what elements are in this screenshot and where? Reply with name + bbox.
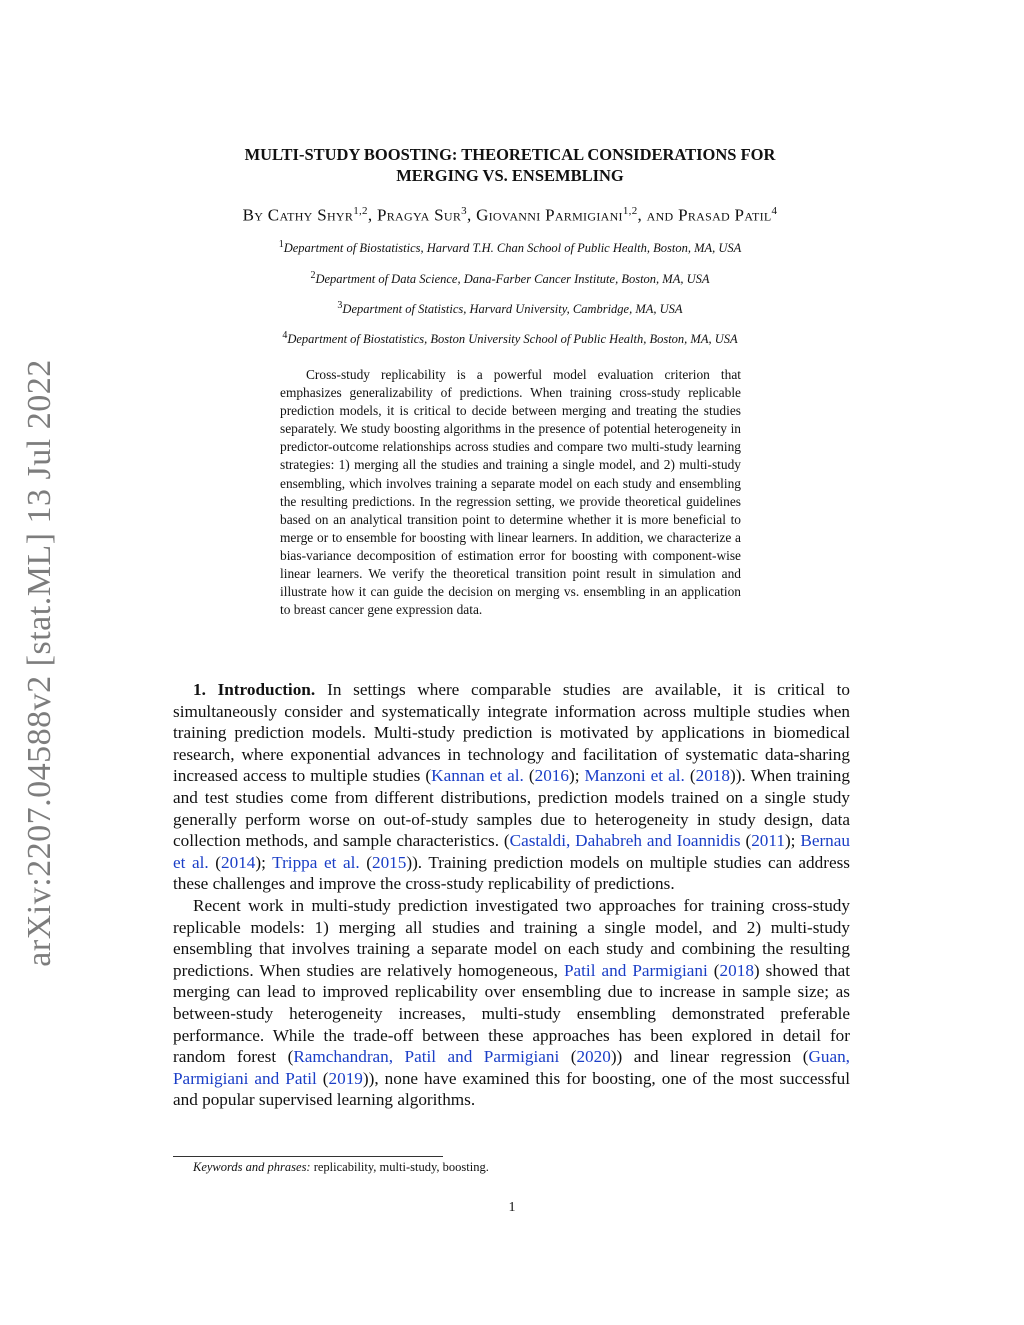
body-text: ( (316, 1068, 329, 1088)
citation-link[interactable]: Guan, Parmigiani and Patil (173, 1047, 850, 1088)
affiliation-sup: 3 (337, 300, 343, 311)
citation-year-link[interactable]: 2011 (751, 831, 785, 851)
body-text: ); (568, 766, 585, 786)
body-text: ( (523, 766, 535, 786)
affiliation (200, 270, 820, 287)
author-name: Pragya Sur (376, 205, 462, 225)
author-affil-sup: 1,2 (622, 205, 638, 217)
author-affil-sup: 1,2 (353, 205, 368, 217)
affiliation-sup: 1 (278, 239, 284, 250)
affiliation-text: Department of Biostatistics, Boston University School of Public Health, Boston, MA, USA (287, 332, 738, 347)
title-line-1: MULTI-STUDY BOOSTING: THEORETICAL CONSIDERATIONS FOR (244, 145, 776, 164)
footnote-divider (173, 1156, 443, 1157)
body-text: In settings where comparable studies are available, it is critical to simultaneously consider and systematically integrate information across multiple studies when training prediction models. Multi-study prediction is motivated by applications in biomedical research, where exponential advances in technology and facilitation of systematic data-sharing increased access to multiple studies ( (173, 680, 850, 786)
body-text: ( (208, 852, 222, 872)
introduction-section (173, 679, 850, 1111)
citation-year-link[interactable]: 2019 (328, 1068, 363, 1088)
body-text: )) and linear regression ( (610, 1047, 809, 1067)
body-text: ( (359, 852, 372, 872)
affiliation-sup: 2 (310, 270, 316, 281)
citation-year-link[interactable]: 2015 (371, 852, 407, 872)
author-affil-sup: 3 (461, 205, 467, 217)
citation-link[interactable]: Castaldi, Dahabreh and Ioannidis (509, 831, 741, 851)
body-text: ( (684, 766, 696, 786)
author-separator: , and (637, 205, 679, 225)
author-name: By Cathy Shyr (242, 205, 354, 225)
affiliation (200, 330, 820, 347)
citation-link[interactable]: Manzoni et al. (584, 766, 685, 786)
author-separator: , (367, 205, 377, 225)
body-text: )), none have examined this for boosting, one of the most successful and popular supervised learning algorithms. (173, 1068, 850, 1110)
title-line-2: MERGING VS. ENSEMBLING (396, 166, 624, 185)
abstract (280, 366, 741, 619)
arxiv-stamp: arXiv:2207.04588v2 [stat.ML] 13 Jul 2022 (21, 359, 58, 967)
body-text: ) showed that merging can lead to improved replicability over ensembling due to increase in sample size; as between-study heterogeneity increases, multi-study ensembling demonstrated preferable performance. While the trade-off between these approaches has been explored in detail for random forest ( (173, 960, 850, 1067)
citation-link[interactable]: Ramchandran, Patil and Parmigiani (293, 1047, 560, 1067)
body-text: ( (707, 960, 720, 980)
body-text: ( (740, 831, 752, 851)
body-text: ); (255, 852, 273, 872)
citation-link[interactable]: Patil and Parmigiani (563, 960, 708, 980)
body-text: ); (784, 831, 801, 851)
author-affil-sup: 4 (771, 205, 778, 217)
affiliation-text: Department of Biostatistics, Harvard T.H. Chan School of Public Health, Boston, MA, USA (283, 241, 742, 256)
section-heading: 1. Introduction. (193, 680, 316, 699)
body-text: )). Training prediction models on multiple studies can address these challenges and improve the cross-study replicability of predictions. (173, 852, 850, 894)
body-text: Recent work in multi-study prediction investigated two approaches for training cross-study replicable models: 1) merging all studies and training a single model, and 2) multi-study ensembling that involves training a separate model on each study and combining the resulting predictions. When studies are relatively homogeneous, (173, 895, 850, 980)
affiliation-text: Department of Data Science, Dana-Farber Cancer Institute, Boston, MA, USA (315, 272, 710, 287)
intro-paragraph-2 (173, 895, 850, 1111)
body-text: )). When training and test studies come from different distributions, prediction models trained on a single study generally perform worse on out-of-study samples due to heterogeneity in study design, data collection methods, and sample characteristics. ( (173, 766, 850, 851)
citation-year-link[interactable]: 2020 (576, 1047, 611, 1067)
paper-title (170, 144, 850, 186)
citation-year-link[interactable]: 2018 (695, 766, 730, 786)
affiliation-text: Department of Statistics, Harvard University, Cambridge, MA, USA (342, 302, 683, 317)
body-text: ( (559, 1047, 577, 1067)
citation-link[interactable]: Bernau et al. (173, 831, 850, 872)
footnote-text: replicability, multi-study, boosting. (310, 1160, 489, 1174)
citation-link[interactable]: Kannan et al. (431, 766, 524, 786)
author-name: Giovanni Parmigiani (476, 205, 623, 225)
intro-paragraph-1 (173, 679, 850, 895)
affiliation (200, 239, 820, 256)
author-list (160, 205, 860, 226)
author-name: Prasad Patil (678, 205, 772, 225)
footnote-label: Keywords and phrases: (193, 1160, 311, 1174)
affiliation-sup: 4 (282, 330, 288, 341)
citation-link[interactable]: Trippa et al. (272, 852, 360, 872)
page-number: 1 (508, 1200, 516, 1215)
citation-year-link[interactable]: 2014 (221, 852, 256, 872)
citation-year-link[interactable]: 2016 (534, 766, 569, 786)
footnote (193, 1160, 489, 1175)
abstract-text: Cross-study replicability is a powerful model evaluation criterion that emphasizes generalizability of predictions. When training cross-study replicable prediction models, it is critical to decide between merging and treating the studies separately. We study boosting algorithms in the presence of potential heterogeneity in predictor-outcome relationships across studies and compare two multi-study learning strategies: 1) merging all the studies and training a single model, and 2) multi-study ensembling, which involves training a separate model on each study and ensembling the resulting predictions. In the regression setting, we provide theoretical guidelines based on an analytical transition point to determine whether it is more beneficial to merge or to ensemble for boosting with linear learners. In addition, we characterize a bias-variance decomposition of estimation error for boosting with component-wise linear learners. We verify the theoretical transition point result in simulation and illustrate how it can guide the decision on merging vs. ensembling in an application to breast cancer gene expression data. (280, 367, 741, 618)
author-separator: , (466, 205, 477, 225)
affiliation (200, 300, 820, 317)
citation-year-link[interactable]: 2018 (719, 960, 754, 980)
